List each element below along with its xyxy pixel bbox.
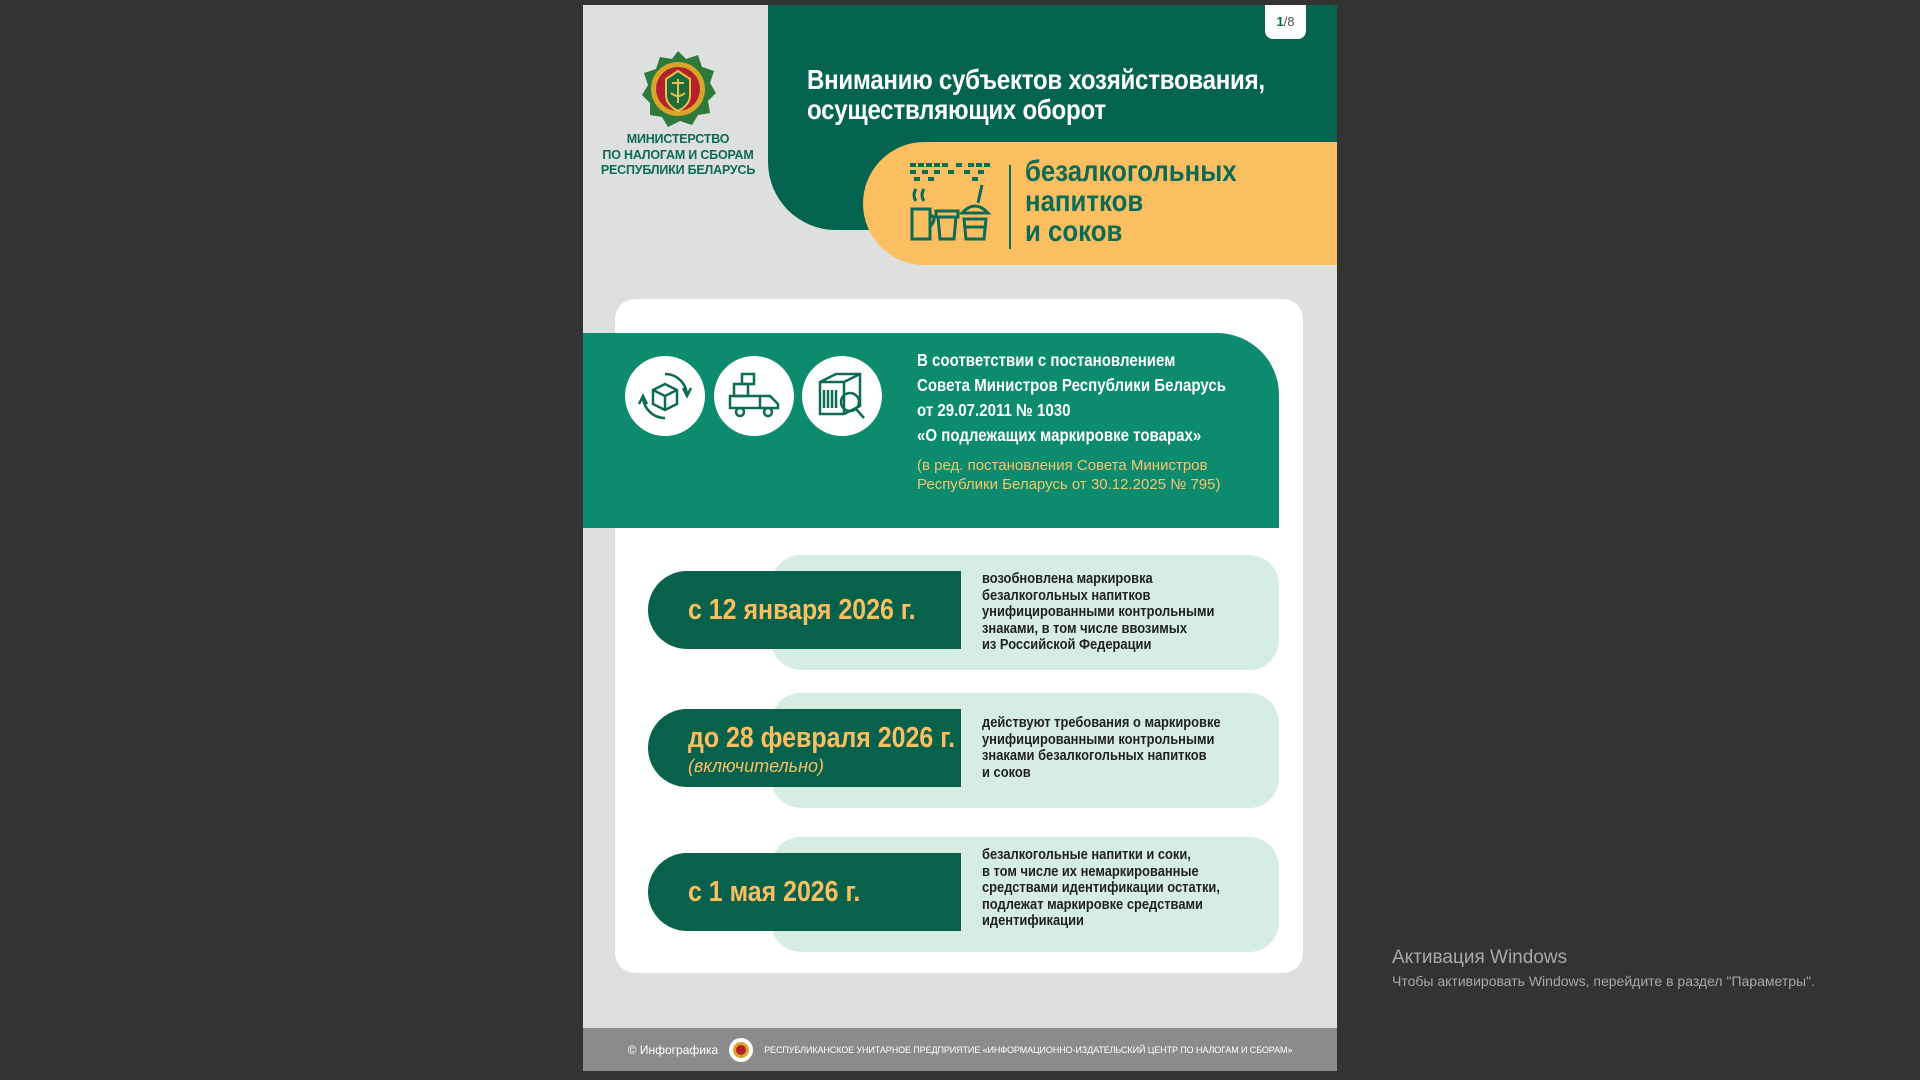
footer-copyright: © Инфографика — [627, 1042, 719, 1057]
product-title — [1025, 157, 1283, 247]
ministry-line: ПО НАЛОГАМ И СБОРАМ — [602, 147, 754, 162]
decree-line: В соответствии с постановлением — [917, 350, 1176, 370]
row-description — [982, 847, 1240, 930]
ministry-line: МИНИСТЕРСТВО — [626, 132, 730, 146]
row-description-line: из Российской Федерации — [982, 636, 1152, 653]
row-description-line: и соков — [982, 763, 1031, 781]
date-row — [648, 693, 1279, 808]
row-description-line: средствами идентификации остатки, — [982, 879, 1220, 896]
decree-note-line: Республики Беларусь от 30.12.2025 № 795) — [917, 476, 1221, 493]
row-description — [982, 715, 1240, 781]
delivery-badge — [714, 356, 794, 436]
box-cycle-icon — [637, 368, 693, 424]
row-description-line: безалкогольные напитки и соки, — [982, 846, 1191, 863]
header-title — [807, 64, 1265, 125]
row-description-line: знаками безалкогольных напитков — [982, 747, 1207, 764]
date-pill — [648, 709, 961, 787]
box-scan-icon — [814, 368, 870, 424]
decree-note — [917, 456, 1297, 494]
date-pill — [648, 853, 961, 931]
row-description — [982, 571, 1240, 654]
row-description-line: подлежат маркировке средствами — [982, 895, 1203, 913]
row-description-line: унифицированными контрольными — [982, 603, 1215, 620]
product-line: и соков — [1025, 215, 1123, 248]
header-title-line: Вниманию субъектов хозяйствования, — [807, 64, 1265, 95]
footer-emblem-icon — [728, 1037, 754, 1063]
windows-activation-title: Активация Windows — [1392, 947, 1568, 968]
date-sublabel: (включительно) — [688, 756, 825, 776]
windows-activation-watermark — [1392, 945, 1815, 991]
row-description-line: знаками, в том числе ввозимых — [982, 619, 1188, 637]
product-line: напитков — [1025, 185, 1144, 218]
date-row — [648, 555, 1279, 670]
footer-bar — [583, 1028, 1337, 1071]
decree-line: от 29.07.2011 № 1030 — [917, 400, 1071, 420]
footer-organization: РЕСПУБЛИКАНСКОЕ УНИТАРНОЕ ПРЕДПРИЯТИЕ «ИНФОРМАЦИОННО-ИЗДАТЕЛЬСКИЙ ЦЕНТР ПО НАЛОГАМ И СБОРАМ» — [764, 1044, 1293, 1055]
decree-note-line: (в ред. постановления Совета Министров — [917, 457, 1208, 474]
ministry-line: РЕСПУБЛИКИ БЕЛАРУСЬ — [600, 163, 756, 177]
row-description-line: идентификации — [982, 912, 1084, 929]
header-title-line: осуществляющих оборот — [807, 94, 1106, 125]
box-scan-badge — [802, 356, 882, 436]
decree-text — [917, 348, 1252, 448]
date-label: с 12 января 2026 г. — [688, 594, 916, 626]
drinks-icon — [908, 161, 992, 245]
page-counter — [1265, 5, 1306, 39]
box-cycle-badge — [625, 356, 705, 436]
date-label: до 28 февраля 2026 г. — [688, 722, 956, 754]
date-pill — [648, 571, 961, 649]
logo-block — [583, 5, 768, 235]
row-description-line: унифицированными контрольными — [982, 730, 1215, 748]
row-description-line: возобновлена маркировка — [982, 570, 1153, 587]
product-divider — [1009, 165, 1011, 249]
page-total: /8 — [1283, 14, 1295, 29]
document-page — [583, 5, 1337, 1071]
product-line: безалкогольных — [1025, 155, 1237, 188]
date-row — [648, 837, 1279, 952]
row-description-line: безалкогольных напитков — [982, 586, 1151, 604]
row-description-line: в том числе их немаркированные — [982, 862, 1199, 880]
date-label: с 1 мая 2026 г. — [688, 876, 861, 908]
page-current: 1 — [1276, 14, 1284, 29]
decree-line: Совета Министров Республики Беларусь — [917, 375, 1226, 395]
delivery-truck-icon — [726, 368, 782, 424]
windows-activation-subtitle: Чтобы активировать Windows, перейдите в раздел "Параметры". — [1392, 973, 1815, 989]
decree-line: «О подлежащих маркировке товарах» — [917, 425, 1202, 445]
ministry-name — [593, 132, 763, 179]
ministry-emblem-icon — [638, 49, 718, 129]
row-description-line: действуют требования о маркировке — [982, 714, 1221, 731]
